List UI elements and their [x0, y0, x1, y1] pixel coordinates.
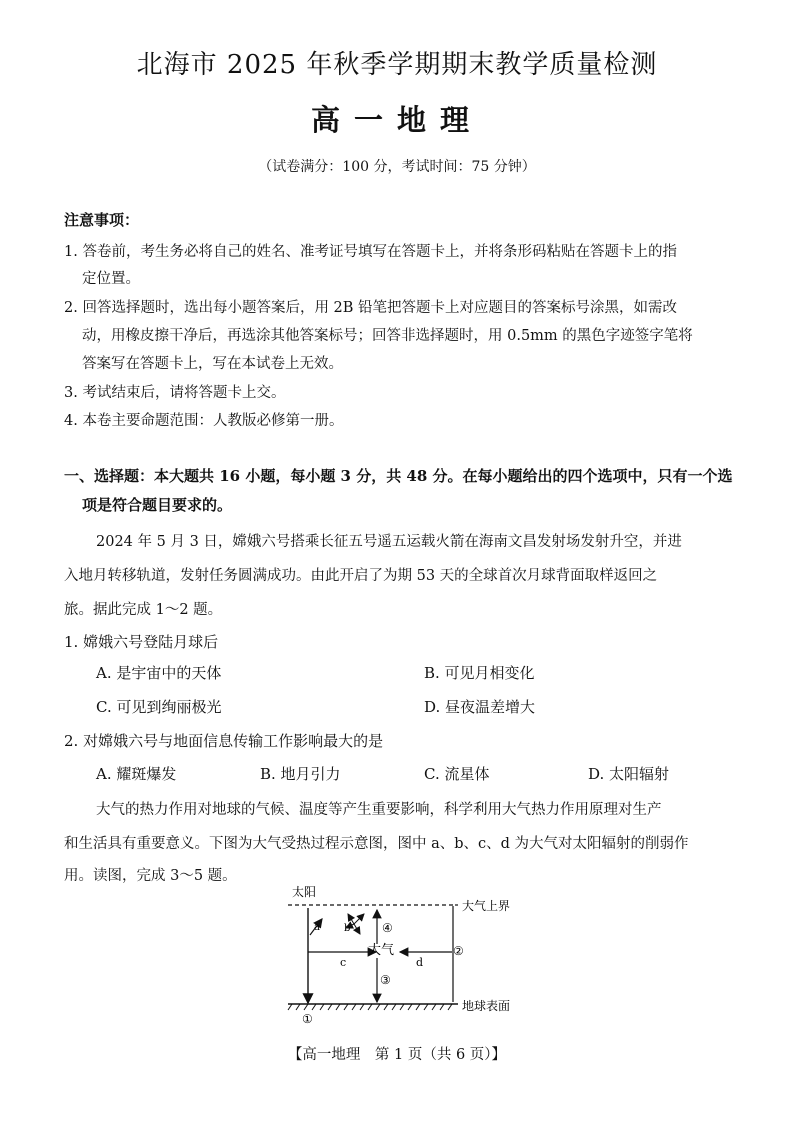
passage-line: 和生活具有重要意义。下图为大气受热过程示意图，图中 a、b、c、d 为大气对太阳辐射的削弱作 [64, 836, 689, 852]
num-4: ④ [382, 921, 393, 935]
note-line: 答案写在答题卡上，写在本试卷上无效。 [82, 356, 343, 372]
label-b: b [344, 923, 351, 934]
label-a: a [314, 922, 320, 933]
atmosphere-label: 大气 [368, 943, 395, 958]
subject-title: 高一地理 [310, 103, 483, 137]
q1-option-b: B. 可见月相变化 [424, 664, 535, 682]
sun-label: 太阳 [292, 885, 317, 899]
label-d: d [416, 956, 424, 969]
scatter-arrow [354, 914, 364, 924]
earth-surface-label: 地球表面 [462, 999, 511, 1013]
passage-line: 2024 年 5 月 3 日，嫦娥六号搭乘长征五号遥五运载火箭在海南文昌发射场发射升空，并进 [96, 534, 682, 550]
exam-title: 北海市 2025 年秋季学期期末教学质量检测 [136, 50, 658, 80]
section-heading: 项是符合题目要求的。 [82, 496, 233, 514]
passage-line: 入地月转移轨道，发射任务圆满成功。由此开启了为期 53 天的全球首次月球背面取样返回之 [64, 568, 658, 584]
q1-option-a: A. 是宇宙中的天体 [96, 664, 222, 682]
scatter-arrow [354, 924, 360, 934]
label-c: c [340, 956, 347, 969]
atmosphere-heating-diagram [270, 880, 540, 1030]
notes-heading: 注意事项： [64, 211, 140, 229]
num-1: ① [302, 1012, 313, 1026]
q2-option-a: A. 耀斑爆发 [96, 765, 177, 783]
passage-line: 大气的热力作用对地球的气候、温度等产生重要影响，科学利用大气热力作用原理对生产 [96, 802, 662, 818]
exam-info: （试卷满分：100 分，考试时间：75 分钟） [258, 159, 536, 175]
question-1-stem: 1. 嫦娥六号登陆月球后 [64, 633, 219, 651]
section-heading: 一、选择题：本大题共 16 小题，每小题 3 分，共 48 分。在每小题给出的四个选项中，只有一个选 [64, 467, 733, 485]
q2-option-b: B. 地月引力 [260, 765, 341, 783]
passage-line: 旅。据此完成 1～2 题。 [64, 602, 223, 618]
note-line: 2. 回答选择题时，选出每小题答案后，用 2B 铅笔把答题卡上对应题目的答案标号涂黑，如需改 [64, 300, 678, 316]
q1-option-d: D. 昼夜温差增大 [424, 698, 536, 716]
passage-line: 用。读图，完成 3～5 题。 [64, 868, 237, 884]
question-2-stem: 2. 对嫦娥六号与地面信息传输工作影响最大的是 [64, 732, 384, 750]
page-footer: 【高一地理 第 1 页（共 6 页）】 [287, 1047, 507, 1063]
num-3: ③ [380, 973, 391, 987]
q1-option-c: C. 可见到绚丽极光 [96, 698, 222, 716]
note-line: 动，用橡皮擦干净后，再选涂其他答案标号；回答非选择题时，用 0.5mm 的黑色字迹签字笔将 [82, 328, 693, 344]
note-line: 4. 本卷主要命题范围：人教版必修第一册。 [64, 413, 344, 429]
ground-hatch [288, 1004, 452, 1010]
note-line: 定位置。 [82, 271, 140, 287]
q2-option-d: D. 太阳辐射 [588, 765, 670, 783]
num-2: ② [453, 944, 464, 958]
note-line: 3. 考试结束后，请将答题卡上交。 [64, 385, 286, 401]
q2-option-c: C. 流星体 [424, 765, 490, 783]
upper-atmosphere-label: 大气上界 [462, 899, 511, 913]
note-line: 1. 答卷前，考生务必将自己的姓名、准考证号填写在答题卡上，并将条形码粘贴在答题卡上的指 [64, 244, 677, 260]
